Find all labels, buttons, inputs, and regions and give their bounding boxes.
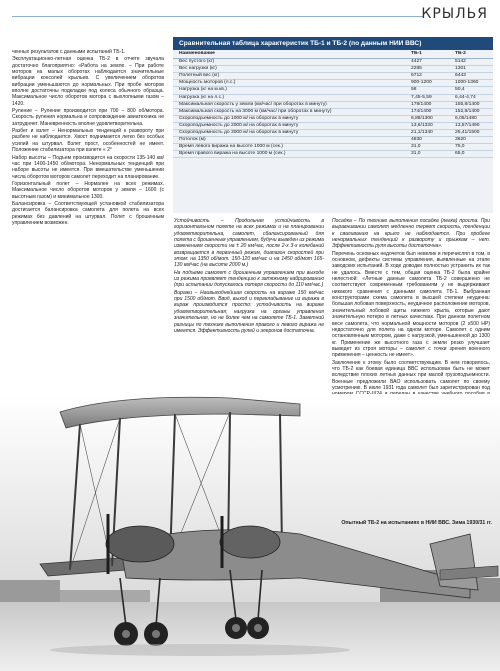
table-cell-tb2-value: 6443 [449, 73, 493, 80]
table-row [173, 151, 493, 158]
table-row [173, 80, 493, 87]
paragraph: Набор высоты – Подъем производится на скорости 135-140 км/час при 1400-1450 об/мотора. Ненормальных тенденций при наборе высоты не имеется. При вмешательстве уменьшении числа оборотов моторов самолет переходит на планирование. [12, 154, 164, 180]
table-cell-name: Скороподъемность до 2000 м/ на оборотах в минуту [173, 122, 405, 129]
paragraph: Устойчивость – Продольная устойчивость в горизонтальном полете на всех режимах и на планировании удовлетворительна, самолет, сбалансированный для полета с брошенным управлением, будучи выведен из режима изменением скорости на ± 20 км/час, после 2-х 3-х колебаний возвращается в первичный режим, диапазон скоростей при этом: на 1350 об/мот. 150-120 км/час и на 1450 об/мот 165-130 км/час (на высоте 2000 м.) [174, 218, 324, 269]
table-cell-name: Вес нагрузки (кг) [173, 66, 405, 73]
table-cell-name: Скороподъемность до 3000 м/ на оборотах в минуту [173, 130, 405, 137]
table-cell-tb2-value: 5142 [449, 59, 493, 66]
table-cell-name: Время правого виража на высоте 1000 м (сек.) [173, 151, 405, 158]
paragraph: Перечень основных недочетов был невелик и перечислял в том, в основном, дефекты системы управления, выявленные на этапе заводских испытаний. В ходе доводки полностью устранить их так не удалось. Вместе с тем, общая оценка ТБ-2 была крайне нелестной: «Летные данные самолета ТБ-2 совершенно не соответствуют современным требованиям у не выдерживают никакого сравнения с данными самолета ТБ-1. Выбранная конструкторами схема самолета в высшей степени неудачна: большая лобовая поверхность, неудачное расположение моторов, значительный лобовой щиты нижнего крыла, которые дают значительную потерю в летных качествах. При данном полетном весе самолета, что нормальной мощности моторов (2 x500 HP) недостаточно для полета на одном моторе. Самолет с одним остановленным мотором, даже с нагрузкой, уменьшенной до 1300 кг. Применение же высотного газа с земли резко улучшает выведет из строя моторы – самолет с точки зрения военного применения – ценность не имеет». [332, 250, 490, 359]
table-row [173, 115, 493, 122]
text-column-middle [174, 218, 324, 335]
table-row [173, 108, 493, 115]
table-cell-tb1-value: 178/1400 [405, 101, 449, 108]
table-row [173, 137, 493, 144]
table-cell-tb2-value: 65,0 [449, 151, 493, 158]
column-header-tb1: ТБ-1 [405, 50, 449, 59]
table-row [173, 122, 493, 129]
table-cell-tb2-value: 155,8/1400 [449, 101, 493, 108]
table-cell-tb2-value: 152,8/1400 [449, 108, 493, 115]
paragraph: ченных результатов с данными испытаний ТБ-1. [12, 49, 126, 55]
column-header-name: Наименование [173, 50, 405, 59]
table-cell-tb2-value: 6,44-4,74 [449, 94, 493, 101]
table-cell-tb1-value: 174/1400 [405, 108, 449, 115]
table-cell-name: Мощность моторов (л.с.) [173, 80, 405, 87]
table-header-row [173, 50, 493, 59]
table-cell-name: Нагрузка (кг на м.кв.) [173, 87, 405, 94]
table-row [173, 130, 493, 137]
table-cell-name: Максимальная скорость у земли (км/час/ при оборотах в минуту) [173, 101, 405, 108]
table-cell-tb1-value: 6712 [405, 73, 449, 80]
paragraph: Заключение к этому было соответствующим. В нем говорилось, что ТБ-2 как боевая единица ВВС использован быть не может вследствие плохих летных данных при малой грузоподъемности. Военные предложили ВАО использовать самолет по своему усмотрению. В июле 1931 года самолет был зарегистрирован под [332, 359, 490, 391]
aircraft-photo [0, 394, 500, 671]
table-cell-tb1-value: 7,45-5,59 [405, 94, 449, 101]
table-cell-name: Максимальная скорость на 3000 м (км/час/ при оборотах в минуту) [173, 108, 405, 115]
section-title: КРЫЛЬЯ [421, 6, 488, 22]
table-cell-tb2-value: 1000-1360 [449, 80, 493, 87]
table-cell-name: Потолок (м) [173, 137, 405, 144]
paragraph: Эксплуатационно-летная оценка ТБ-2 в отчете звучала достаточно благоприятно: «Работа на земле. – При работе моторов на малых оборотах наблюдается значительные вибрации консолей крыльев. С увеличением оборотов вибрации уменьшаются до нормальных. При пробе моторов вполне достаточны подкладки под колеса обычного образца. Максимальное число оборотов мотора с выхлопными газом – 1420. [12, 56, 164, 107]
table-cell-tb1-value: 31,0 [405, 144, 449, 151]
paragraph: Руление – Руление производится при 700 – 800 об/мотора. Скорость руления нормальна и сопровождение авиатехника не затрудняет. Маневренность вполне удовлетворительна. [12, 108, 164, 127]
comparison-table [173, 50, 493, 158]
paragraph: Горизонтальный полет – Нормален на всех режимах. Максимальное число оборотов моторов у земли – 1600 (с высотным газом) и минимальное 1300. [12, 180, 164, 200]
table-cell-tb2-value: 75,0 [449, 144, 493, 151]
table-row [173, 144, 493, 151]
table-cell-tb1-value: 4830 [405, 137, 449, 144]
table-cell-tb1-value: 58 [405, 87, 449, 94]
table-cell-tb1-value: 31,0 [405, 151, 449, 158]
table-row [173, 59, 493, 66]
table-cell-tb1-value: 2285 [405, 66, 449, 73]
table-cell-tb2-value: 3620 [449, 137, 493, 144]
page-header [0, 0, 500, 30]
text-column-right [332, 218, 490, 405]
table-cell-tb2-value: 13,57/1490 [449, 122, 493, 129]
text-column-left [12, 49, 164, 227]
column-header-tb2: ТБ-2 [449, 50, 493, 59]
table-cell-name: Скороподъемность до 1000 м/ на оборотах в минуту [173, 115, 405, 122]
table-cell-name: Вес пустого (кг) [173, 59, 405, 66]
table-cell-name: Нагрузка (кг на л.с.) [173, 94, 405, 101]
table-cell-name: Полетный вес (кг) [173, 73, 405, 80]
paragraph: Балансировка – Соответствующей установкой стабилизатора достигается балансировка самолета для полета на всех режимах без давлений на штурвал. Полет с брошенным управлением возможен. [12, 200, 164, 226]
tb2-biplane-photo [0, 394, 500, 671]
header-rule [12, 16, 424, 17]
table-cell-tb1-value: 4427 [405, 59, 449, 66]
paragraph: На подъеме самолет с брошенным управлением при выходе из режима проявляет тенденцию к затяжному кабрированию (при испытании допускалось потеря скорости до 110 км/час.) [174, 269, 324, 289]
table-row [173, 73, 493, 80]
table-cell-tb2-value: 50,4 [449, 87, 493, 94]
photo-caption: Опытный ТБ-2 на испытаниях в НИИ ВВС. Зима 1930/31 гг. [341, 520, 492, 526]
table-cell-tb1-value: 6,88/1300 [405, 115, 449, 122]
paragraph: Посадка – По технике выполнения посадка (легка) проста. При выравнивании самолет медленно теряет скорость, тенденции к сваливанию на крыло не наблюдается. При пробеге ненормальных тенденций к развороту и прыжкам – нет. Эффективность руля высоты достаточна». [332, 218, 490, 250]
table-cell-tb2-value: 25,41/1500 [449, 130, 493, 137]
comparison-table-box [173, 37, 493, 213]
table-cell-tb2-value: 1301 [449, 66, 493, 73]
table-cell-tb1-value: 13,6/1320 [405, 122, 449, 129]
table-row [173, 87, 493, 94]
table-row [173, 66, 493, 73]
table-title: Сравнительная таблица характеристик ТБ-1 и ТБ-2 (по данным НИИ ВВС) [173, 37, 493, 50]
table-cell-name: Время левого виража на высоте 1000 м (сек.) [173, 144, 405, 151]
table-cell-tb2-value: 6,05/1480 [449, 115, 493, 122]
table-cell-tb1-value: 900-1200 [405, 80, 449, 87]
table-row [173, 94, 493, 101]
paragraph: Виражи – Наивыгоднейшая скорость на вираже 150 км/час при 1500 об/мот. Ввод, выход и перекладывание из виража в вираж производится просто: устойчивость на вираже удовлетворительная; нагрузка на органы управления значительная, но не более чем на самолете ТБ-1. Заметной разницы по технике выполнения правого и левого виража не имеется. Эффективность рулей и элеронов достаточна. [174, 289, 324, 334]
table-row [173, 101, 493, 108]
paragraph: Разбег и взлет – Ненормальных тенденций к развороту при разбеге не наблюдается. Хвост поднимается легко без особых усилий на штурвал. Взлет прост, особенностей не имеет. Положение стабилизатора при взлете « 2° [12, 128, 164, 154]
table-cell-tb1-value: 21,1/1340 [405, 130, 449, 137]
